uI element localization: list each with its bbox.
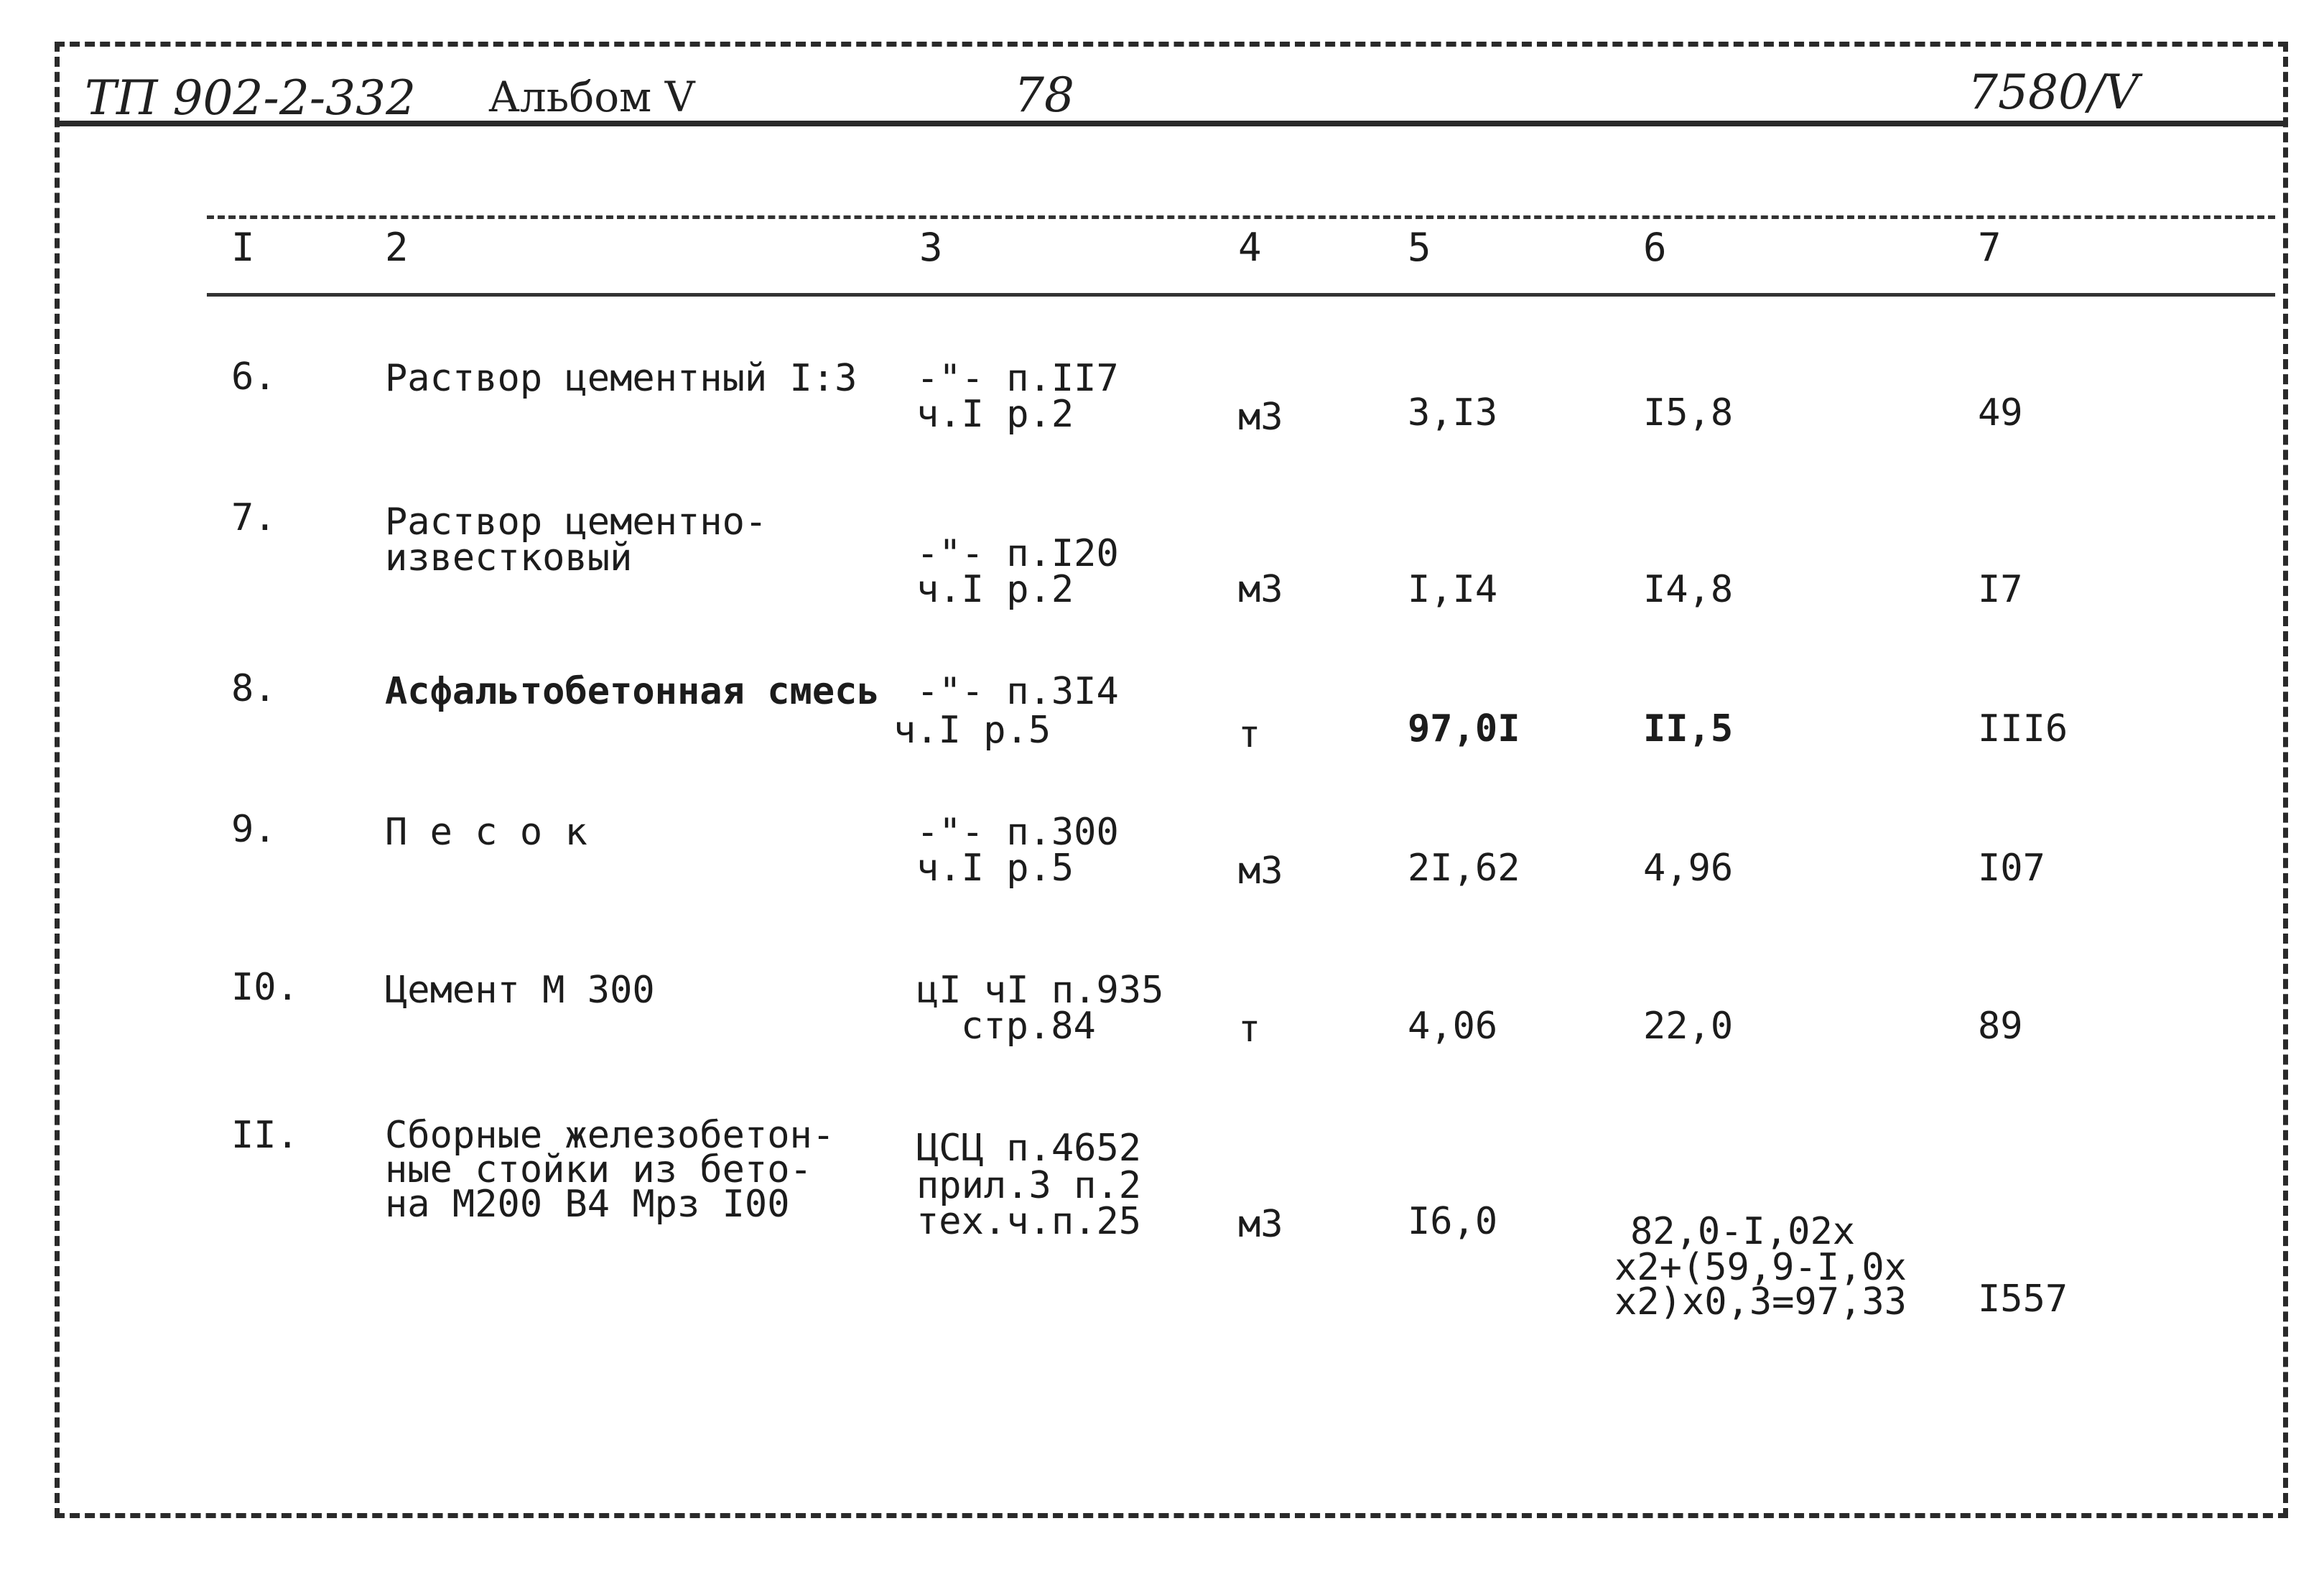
total-cost: I7 — [1978, 568, 2023, 611]
total-cost: I07 — [1978, 847, 2045, 890]
page-number: 78 — [1014, 68, 1074, 123]
row-number: 7. — [231, 496, 276, 539]
col-header-4: 4 — [1238, 225, 1262, 270]
quantity: 97,0I — [1408, 707, 1520, 750]
total-cost: 89 — [1978, 1005, 2023, 1048]
album-label: Альбом V — [488, 73, 695, 121]
doc-code: ТП 902-2-332 — [85, 70, 417, 126]
reference-line-2: ч.I р.5 — [893, 709, 1051, 752]
reference-line-2: ч.I р.5 — [916, 847, 1074, 890]
reference-line-1: -"- п.I20 — [916, 532, 1119, 575]
reference-line-2: ч.I р.2 — [916, 568, 1074, 611]
total-cost: III6 — [1978, 707, 2068, 750]
material-name: П е с о к — [385, 811, 587, 854]
material-name-line-1: Сборные железобетон- — [385, 1114, 835, 1157]
col-header-6: 6 — [1643, 225, 1667, 270]
row-number: 8. — [231, 667, 276, 710]
col-header-2: 2 — [385, 225, 409, 270]
row-number: I0. — [231, 966, 299, 1009]
quantity: I6,0 — [1408, 1200, 1498, 1243]
header-rule-bottom — [207, 293, 2275, 297]
total-cost: 49 — [1978, 391, 2023, 434]
material-name: Раствор цементный I:3 — [385, 357, 857, 400]
material-name-line-3: на М200 В4 Мрз I00 — [385, 1183, 790, 1226]
material-name-line-1: Раствор цементно- — [385, 501, 768, 544]
material-name: Асфальтобетонная смесь — [385, 670, 880, 713]
material-name: Цемент М 300 — [385, 969, 655, 1012]
unit-price-line-1: 82,0-I,02х — [1630, 1210, 1856, 1253]
unit-price-line-2: х2+(59,9-I,0х — [1614, 1246, 1907, 1289]
sheet-code: 7580/V — [1968, 65, 2139, 120]
col-header-1: I — [231, 225, 255, 270]
row-number: 9. — [231, 808, 276, 851]
quantity: 3,I3 — [1408, 391, 1498, 434]
col-header-3: 3 — [919, 225, 943, 270]
unit-price: 22,0 — [1643, 1005, 1734, 1048]
reference-line-1: цI чI п.935 — [916, 969, 1164, 1012]
reference-line-2: прил.3 п.2 — [916, 1164, 1142, 1207]
reference-line-2: ч.I р.2 — [916, 393, 1074, 436]
reference-line-2: стр.84 — [961, 1005, 1096, 1048]
unit-price: I5,8 — [1643, 391, 1734, 434]
reference-line-3: тех.ч.п.25 — [916, 1200, 1142, 1243]
row-number: II. — [231, 1114, 299, 1157]
quantity: 2I,62 — [1408, 847, 1520, 890]
unit: м3 — [1238, 850, 1283, 893]
col-header-7: 7 — [1978, 225, 2002, 270]
unit-price: II,5 — [1643, 707, 1734, 750]
header-rule-top — [207, 215, 2275, 219]
unit: м3 — [1238, 396, 1283, 439]
col-header-5: 5 — [1408, 225, 1431, 270]
material-name-line-2: известковый — [385, 536, 633, 580]
reference-line-1: -"- п.300 — [916, 811, 1119, 854]
unit: м3 — [1238, 568, 1283, 611]
reference-line-1: -"- п.II7 — [916, 357, 1119, 400]
unit: т — [1238, 713, 1261, 756]
quantity: 4,06 — [1408, 1005, 1498, 1048]
reference-line-1: ЦСЦ п.4652 — [916, 1127, 1142, 1170]
unit: т — [1238, 1008, 1261, 1051]
quantity: I,I4 — [1408, 568, 1498, 611]
reference-line-1: -"- п.3I4 — [916, 670, 1119, 713]
unit-price-line-3: х2)х0,3=97,33 — [1614, 1280, 1907, 1324]
total-cost: I557 — [1978, 1278, 2068, 1321]
unit: м3 — [1238, 1203, 1283, 1246]
row-number: 6. — [231, 355, 276, 399]
unit-price: 4,96 — [1643, 847, 1734, 890]
unit-price: I4,8 — [1643, 568, 1734, 611]
material-name-line-2: ные стойки из бето- — [385, 1148, 812, 1191]
